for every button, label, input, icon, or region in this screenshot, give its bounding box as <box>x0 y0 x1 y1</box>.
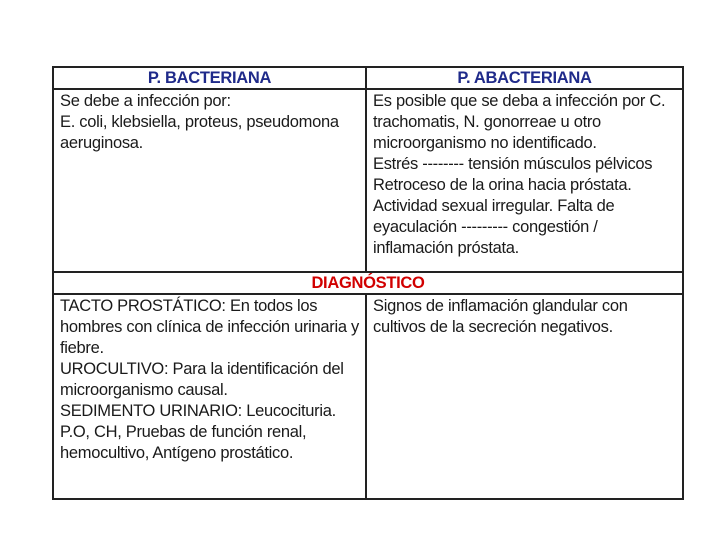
text-line: trachomatis, N. gonorreae u otro <box>373 113 601 131</box>
text-line: aeruginosa. <box>60 134 143 152</box>
section-title-row <box>53 272 683 294</box>
text-line: cultivos de la secreción negativos. <box>373 318 613 336</box>
text-line: P.O, CH, Pruebas de función renal, <box>60 423 307 441</box>
cell-abacterial-causes <box>366 89 683 272</box>
text-line: Se debe a infección por: <box>60 92 231 110</box>
text-line: hombres con clínica de infección urinaria y <box>60 318 359 336</box>
text-line: microorganismo causal. <box>60 381 228 399</box>
text-line: Signos de inflamación glandular con <box>373 297 628 315</box>
prostatitis-comparison-table <box>52 66 684 500</box>
text-line: Estrés -------- tensión músculos pélvicos <box>373 155 653 173</box>
text-line: UROCULTIVO: Para la identificación del <box>60 360 344 378</box>
text-line: eyaculación --------- congestión / <box>373 218 598 236</box>
header-bacterial: P. BACTERIANA <box>53 67 366 89</box>
cell-abacterial-diagnosis <box>366 294 683 499</box>
text-line: Es posible que se deba a infección por C. <box>373 92 666 110</box>
section-title-diagnostico: DIAGNÓSTICO <box>53 272 683 294</box>
text-line: fiebre. <box>60 339 104 357</box>
header-abacterial: P. ABACTERIANA <box>366 67 683 89</box>
table-row-diagnosis <box>53 294 683 499</box>
text-line: inflamación próstata. <box>373 239 519 257</box>
text-line: E. coli, klebsiella, proteus, pseudomona <box>60 113 339 131</box>
text-line: Actividad sexual irregular. Falta de <box>373 197 615 215</box>
table-row-causes <box>53 89 683 272</box>
table-header-row <box>53 67 683 89</box>
text-line: Retroceso de la orina hacia próstata. <box>373 176 632 194</box>
cell-bacterial-causes <box>53 89 366 272</box>
text-line: hemocultivo, Antígeno prostático. <box>60 444 294 462</box>
text-line: SEDIMENTO URINARIO: Leucocituria. <box>60 402 336 420</box>
cell-bacterial-diagnosis <box>53 294 366 499</box>
text-line: TACTO PROSTÁTICO: En todos los <box>60 297 318 315</box>
text-line: microorganismo no identificado. <box>373 134 597 152</box>
